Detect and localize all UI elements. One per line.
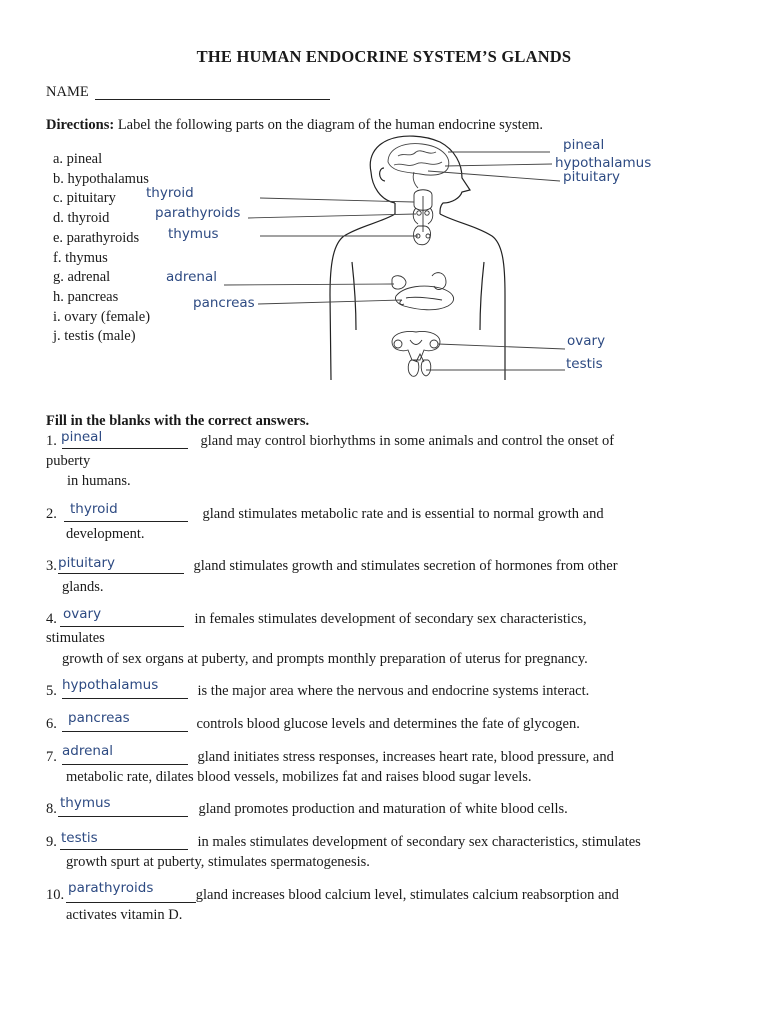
- answer-2: thyroid: [70, 501, 118, 517]
- answer-8: thymus: [60, 795, 111, 811]
- question-text: stimulates: [46, 630, 105, 646]
- question-number: 10.: [46, 887, 65, 903]
- testis-icon: [408, 354, 431, 376]
- answer-blank-4[interactable]: [60, 626, 184, 627]
- question-text: gland stimulates metabolic rate and is essential to normal growth and: [198, 506, 604, 522]
- list-item: g. adrenal: [53, 269, 111, 286]
- body-outline: [330, 136, 505, 380]
- list-item: a. pineal: [53, 151, 103, 167]
- question-text: development.: [66, 526, 145, 542]
- question-text: metabolic rate, dilates blood vessels, mobilizes fat and raises blood sugar levels.: [66, 769, 532, 785]
- question-text: gland may control biorhythms in some animals and control the onset of: [196, 433, 615, 449]
- list-item: f. thymus: [53, 249, 108, 266]
- diagram-label-thyroid: thyroid: [146, 185, 194, 201]
- diagram-label-pineal: pineal: [563, 137, 605, 153]
- brain-icon: [388, 144, 449, 188]
- answer-blank-8[interactable]: [58, 816, 188, 817]
- directions-label: Directions:: [46, 117, 115, 133]
- answer-blank-7[interactable]: [62, 764, 188, 765]
- question-text: in females stimulates development of secondary sex characteristics,: [190, 611, 587, 627]
- diagram-label-parathyroids: parathyroids: [155, 205, 241, 221]
- question-number: 3.: [46, 558, 57, 574]
- question-number: 6.: [46, 716, 57, 732]
- answer-3: pituitary: [58, 555, 116, 571]
- answer-5: hypothalamus: [62, 677, 159, 693]
- answer-blank-3[interactable]: [58, 573, 184, 574]
- diagram-label-pancreas: pancreas: [193, 295, 255, 311]
- question-text: activates vitamin D.: [66, 907, 183, 923]
- question-text: gland promotes production and maturation of white blood cells.: [194, 801, 568, 817]
- question-number: 1.: [46, 433, 57, 449]
- answer-blank-10[interactable]: [66, 902, 196, 903]
- answer-blank-5[interactable]: [62, 698, 188, 699]
- answer-blank-9[interactable]: [60, 849, 188, 850]
- list-item: d. thyroid: [53, 210, 110, 227]
- name-label: NAME: [46, 84, 89, 100]
- question-text: glands.: [62, 579, 104, 595]
- question-text: gland increases blood calcium level, stimulates calcium reabsorption and: [192, 887, 619, 903]
- diagram-label-hypothalamus: hypothalamus: [555, 155, 652, 171]
- question-text: gland stimulates growth and stimulates secretion of hormones from other: [189, 558, 618, 574]
- diagram-label-thymus: thymus: [168, 226, 219, 242]
- answer-blank-6[interactable]: [62, 731, 188, 732]
- list-item: j. testis (male): [53, 328, 136, 345]
- leader-lines: [224, 152, 565, 370]
- question-number: 4.: [46, 611, 57, 627]
- question-number: 5.: [46, 683, 57, 699]
- pancreas-icon: [392, 273, 454, 310]
- answer-blank-2[interactable]: [64, 521, 188, 522]
- question-text: puberty: [46, 453, 91, 469]
- question-text: in males stimulates development of secondary sex characteristics, stimulates: [193, 834, 641, 850]
- answer-6: pancreas: [68, 710, 130, 726]
- answer-7: adrenal: [62, 743, 113, 759]
- thyroid-icon: [413, 190, 433, 245]
- question-text: growth spurt at puberty, stimulates spermatogenesis.: [66, 854, 370, 870]
- answer-10: parathyroids: [68, 880, 154, 896]
- answer-1: pineal: [61, 429, 103, 445]
- endocrine-diagram: [0, 0, 768, 400]
- question-text: growth of sex organs at puberty, and prompts monthly preparation of uterus for pregnancy.: [62, 651, 588, 667]
- answer-4: ovary: [63, 606, 102, 622]
- list-item: h. pancreas: [53, 288, 119, 305]
- diagram-label-testis: testis: [566, 356, 603, 372]
- diagram-label-ovary: ovary: [567, 333, 606, 349]
- question-number: 8.: [46, 801, 57, 817]
- question-text: is the major area where the nervous and endocrine systems interact.: [193, 683, 590, 699]
- question-number: 9.: [46, 834, 57, 850]
- directions-text: Label the following parts on the diagram of the human endocrine system.: [114, 117, 544, 133]
- question-text: in humans.: [67, 473, 131, 489]
- list-item: c. pituitary: [53, 190, 116, 207]
- list-item: b. hypothalamus: [53, 170, 149, 187]
- question-number: 7.: [46, 749, 57, 765]
- list-item: e. parathyroids: [53, 229, 140, 246]
- answer-9: testis: [61, 830, 98, 846]
- ovary-icon: [392, 331, 440, 360]
- list-item: i. ovary (female): [53, 308, 151, 325]
- question-number: 2.: [46, 506, 57, 522]
- fill-heading: Fill in the blanks with the correct answers.: [46, 413, 310, 429]
- question-text: gland initiates stress responses, increases heart rate, blood pressure, and: [193, 749, 614, 765]
- answer-blank-1[interactable]: [62, 448, 188, 449]
- diagram-label-pituitary: pituitary: [563, 169, 621, 185]
- question-text: controls blood glucose levels and determines the fate of glycogen.: [192, 716, 580, 732]
- page-title: THE HUMAN ENDOCRINE SYSTEM’S GLANDS: [196, 47, 572, 66]
- diagram-label-adrenal: adrenal: [166, 269, 217, 285]
